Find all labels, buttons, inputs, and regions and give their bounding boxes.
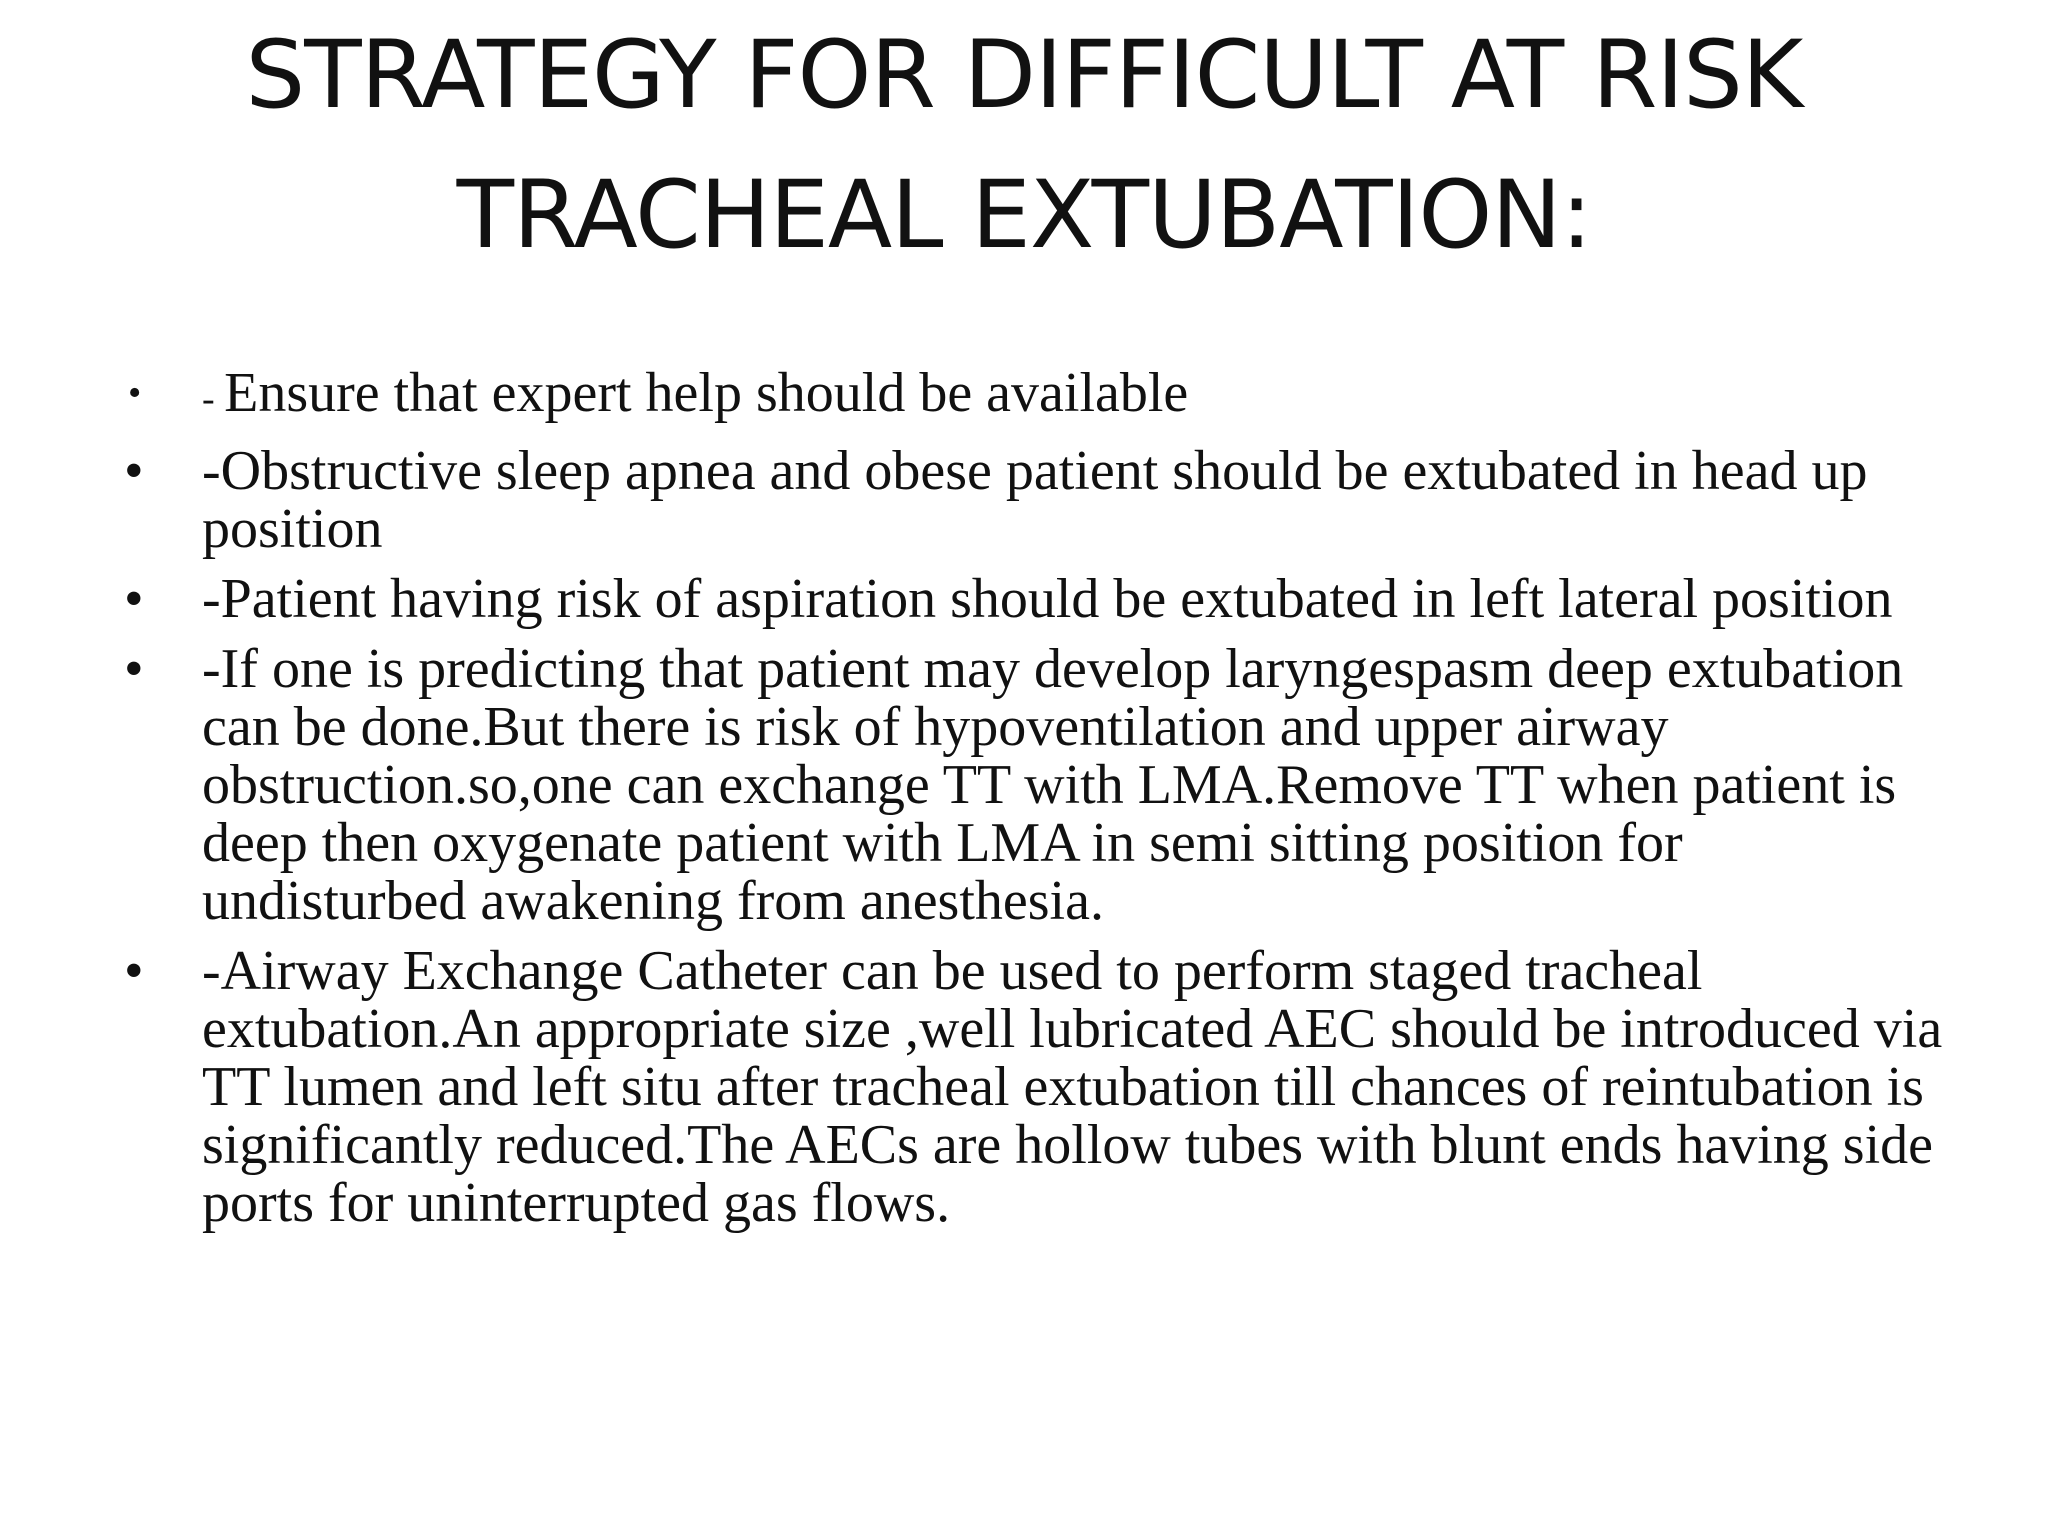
slide-title: [140, 6, 1908, 286]
list-item: [120, 364, 1960, 428]
list-item: [120, 442, 1960, 558]
item-text: -Airway Exchange Catheter can be used to perform staged tracheal extubation.An appropriate size ,well lubricated AEC should be introduced via TT lumen and left situ after tracheal extubation till chances of reintubation is significantly reduced.The AECs are hollow tubes with blunt ends having side ports for uninterrupted gas flows.: [202, 940, 1943, 1234]
list-item: [120, 640, 1960, 930]
bullet-icon: •: [128, 372, 142, 414]
bullet-icon: •: [124, 440, 144, 502]
list-item: [120, 570, 1960, 628]
title-line-2: TRACHEAL EXTUBATION:: [456, 161, 1592, 270]
bullet-icon: •: [124, 638, 144, 700]
list-item: [120, 942, 1960, 1232]
title-line-1: STRATEGY FOR DIFFICULT AT RISK: [245, 21, 1803, 130]
item-text: -Patient having risk of aspiration should be extubated in left lateral position: [202, 568, 1893, 630]
item-text: Ensure that expert help should be available: [224, 362, 1189, 424]
bullet-icon: •: [124, 568, 144, 630]
bullet-list: [120, 364, 1960, 1244]
item-dash: -: [202, 378, 225, 420]
item-text: -If one is predicting that patient may develop laryngespasm deep extubation can be done.But there is risk of hypoventilation and upper airway obstruction.so,one can exchange TT with LMA.Remove TT when patient is deep then oxygenate patient with LMA in semi sitting position for undisturbed awakening from anesthesia.: [202, 638, 1904, 932]
item-text: -Obstructive sleep apnea and obese patient should be extubated in head up position: [202, 440, 1868, 560]
bullet-icon: •: [124, 940, 144, 1002]
